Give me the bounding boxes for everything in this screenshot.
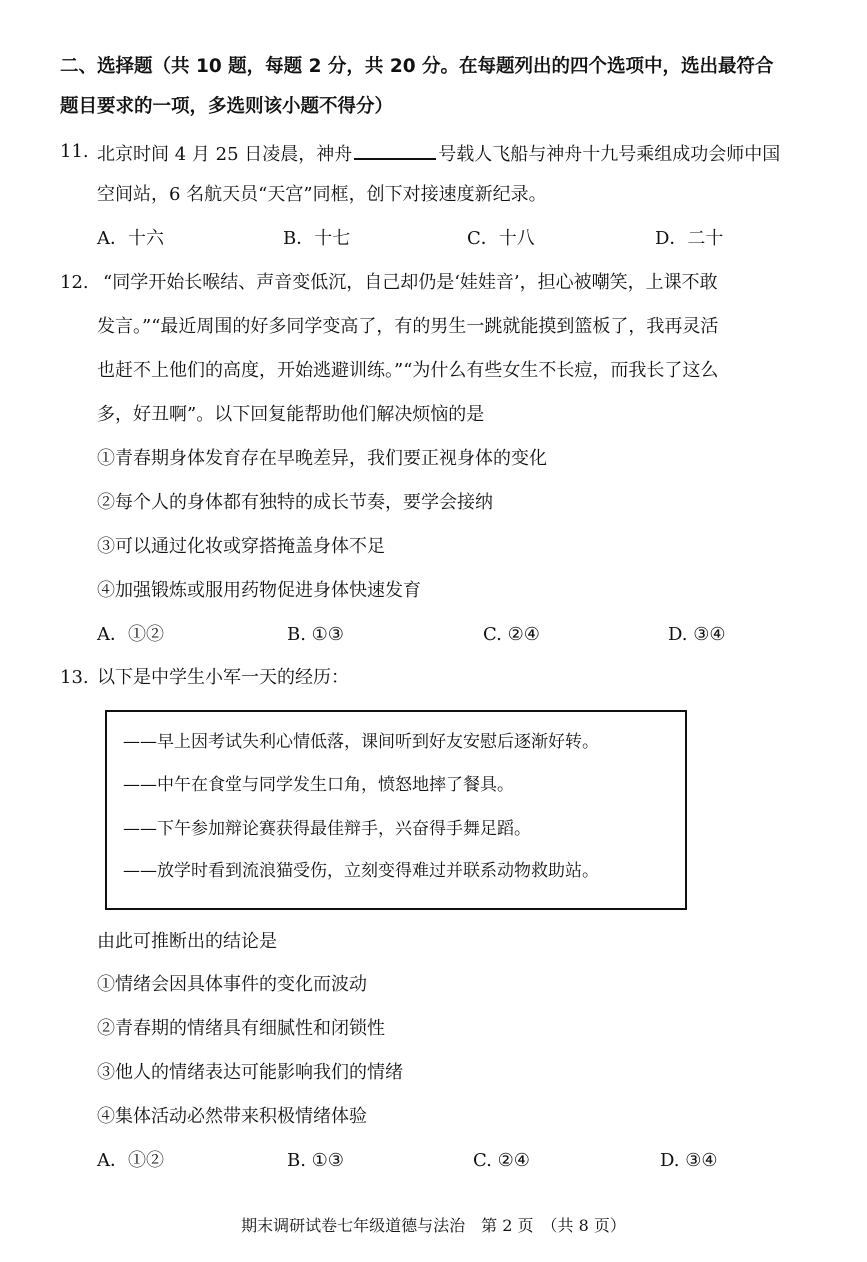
statement-2: ②每个人的身体都有独特的成长节奏，要学会接纳 bbox=[97, 492, 493, 513]
statement-3: ③他人的情绪表达可能影响我们的情绪 bbox=[97, 1062, 403, 1083]
question-intro: 以下是中学生小军一天的经历： bbox=[97, 667, 349, 688]
question-number: 13. bbox=[60, 667, 89, 688]
scenario-box bbox=[105, 710, 687, 910]
option-d[interactable]: D. ③④ bbox=[660, 1150, 718, 1171]
statement-4: ④加强锻炼或服用药物促进身体快速发育 bbox=[97, 580, 421, 601]
question-text-line: 发言。”“最近周围的好多同学变高了，有的男生一跳就能摸到篮板了，我再灵活 bbox=[97, 316, 719, 337]
option-b[interactable]: B. ①③ bbox=[287, 1150, 344, 1171]
option-a[interactable]: A．①② bbox=[97, 624, 164, 645]
question-number: 11. bbox=[60, 141, 89, 162]
question-text-part1: 北京时间 4 月 25 日凌晨，神舟 bbox=[97, 144, 353, 165]
option-d[interactable]: D．二十 bbox=[655, 228, 724, 249]
question-text-line: 多，好丑啊”。以下回复能帮助他们解决烦恼的是 bbox=[97, 404, 485, 425]
scenario-line: ——放学时看到流浪猫受伤，立刻变得难过并联系动物救助站。 bbox=[123, 861, 599, 881]
statement-1: ①情绪会因具体事件的变化而波动 bbox=[97, 974, 367, 995]
question-text-line2: 空间站，6 名航天员“天宫”同框，创下对接速度新纪录。 bbox=[97, 184, 547, 205]
question-number: 12. bbox=[60, 272, 89, 293]
statement-3: ③可以通过化妆或穿搭掩盖身体不足 bbox=[97, 536, 385, 557]
page-footer: 期末调研试卷七年级道德与法治 第 2 页 （共 8 页） bbox=[241, 1216, 626, 1235]
answer-blank bbox=[354, 140, 436, 160]
question-text bbox=[97, 140, 780, 167]
option-a[interactable]: A．十六 bbox=[97, 228, 164, 249]
question-text-part2: 号载人飞船与神舟十九号乘组成功会师中国 bbox=[438, 144, 781, 165]
scenario-line: ——早上因考试失利心情低落，课间听到好友安慰后逐渐好转。 bbox=[123, 732, 599, 752]
statement-1: ①青春期身体发育存在早晚差异，我们要正视身体的变化 bbox=[97, 448, 547, 469]
option-c[interactable]: C．十八 bbox=[467, 228, 535, 249]
question-prompt: 由此可推断出的结论是 bbox=[97, 931, 277, 952]
section-title-line1: 二、选择题（共 10 题，每题 2 分，共 20 分。在每题列出的四个选项中，选出最符合 bbox=[60, 56, 774, 77]
question-text-line: 也赶不上他们的高度，开始逃避训练。”“为什么有些女生不长痘，而我长了这么 bbox=[97, 360, 719, 381]
scenario-line: ——中午在食堂与同学发生口角，愤怒地摔了餐具。 bbox=[123, 775, 514, 795]
option-d[interactable]: D. ③④ bbox=[668, 624, 726, 645]
question-text-line: “同学开始长喉结、声音变低沉，自己却仍是‘娃娃音’，担心被嘲笑，上课不敢 bbox=[103, 272, 718, 293]
statement-2: ②青春期的情绪具有细腻性和闭锁性 bbox=[97, 1018, 385, 1039]
option-c[interactable]: C. ②④ bbox=[473, 1150, 530, 1171]
option-a[interactable]: A．①② bbox=[97, 1150, 164, 1171]
scenario-line: ——下午参加辩论赛获得最佳辩手，兴奋得手舞足蹈。 bbox=[123, 819, 531, 839]
section-title-line2: 题目要求的一项，多选则该小题不得分） bbox=[60, 96, 394, 117]
option-b[interactable]: B．十七 bbox=[283, 228, 351, 249]
option-b[interactable]: B. ①③ bbox=[287, 624, 344, 645]
option-c[interactable]: C. ②④ bbox=[483, 624, 540, 645]
statement-4: ④集体活动必然带来积极情绪体验 bbox=[97, 1106, 367, 1127]
